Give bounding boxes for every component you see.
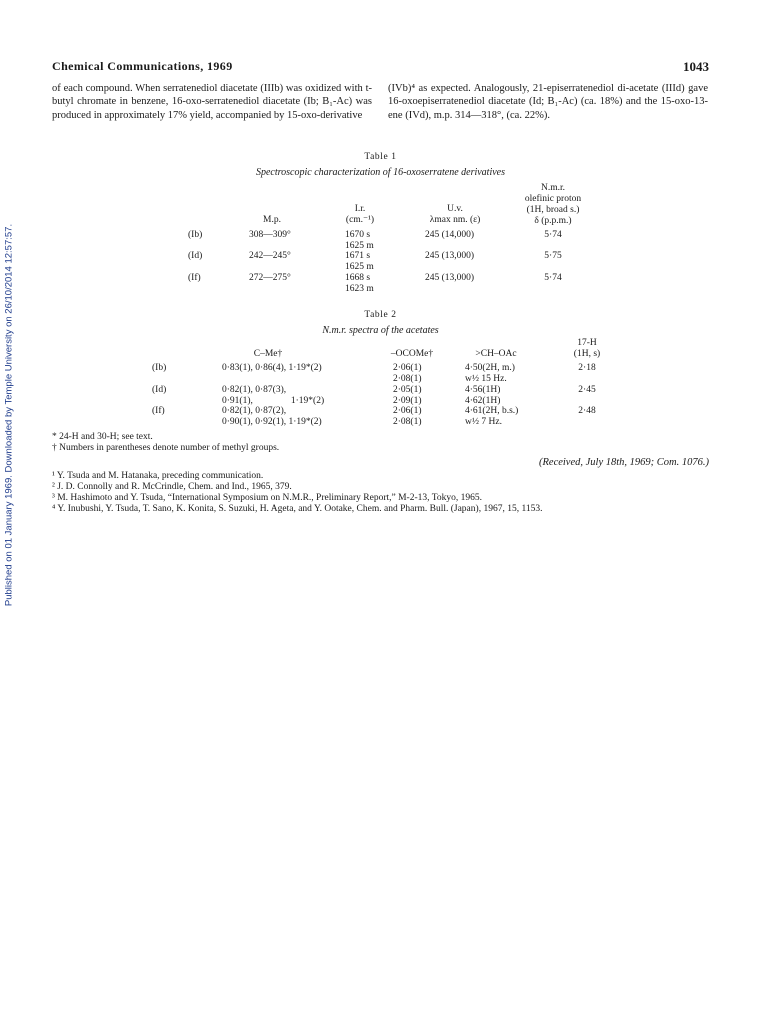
table2-row-ocome: 2·06(1) 2·08(1): [393, 406, 422, 427]
table2-header-ocome: –OCOMe†: [390, 349, 434, 359]
table1-row-mp: 242—245°: [249, 251, 291, 261]
table2-row-ocome: 2·05(1) 2·09(1): [393, 385, 422, 406]
table1-caption: Spectroscopic characterization of 16-oxoserratene derivatives: [255, 167, 505, 178]
table-footnote: * 24-H and 30-H; see text.: [52, 432, 153, 442]
page-header: [52, 59, 709, 75]
reference-item: ⁴ Y. Inubushi, Y. Tsuda, T. Sano, K. Konita, S. Suzuki, H. Ageta, and Y. Ootake, Chem. and Pharm. Bull. (Japan), 1967, 15, 1153.: [52, 504, 543, 514]
table2-row-compound: (Ib): [152, 363, 167, 373]
table1-header-ir: I.r. (cm.⁻¹): [345, 204, 375, 225]
table1-row-uv: 245 (14,000): [425, 230, 475, 240]
received-date: (Received, July 18th, 1969; Com. 1076.): [539, 457, 709, 468]
table1-row-compound: (Id): [188, 251, 203, 261]
page-number: 1043: [683, 59, 709, 74]
table2-row-cme: 0·82(1), 0·87(3), 0·91(1), 1·19*(2): [222, 385, 325, 406]
table1-row-mp: 272—275°: [249, 273, 291, 283]
table1-row-uv: 245 (13,000): [425, 273, 475, 283]
table2-row-choac: 4·50(2H, m.) w½ 15 Hz.: [465, 363, 515, 384]
table2-row-ocome: 2·06(1) 2·08(1): [393, 363, 422, 384]
reference-item: ² J. D. Connolly and R. McCrindle, Chem. and Ind., 1965, 379.: [52, 482, 292, 492]
table1-title: Table 1: [364, 152, 397, 162]
table1-row-nmr: 5·74: [544, 230, 562, 240]
body-text-right: (IVb)⁴ as expected. Analogously, 21-episerratenediol di-acetate (IIId) gave 16-oxoepiserratenediol diacetate (Id; B₁-Ac) (ca. 18%) and the 15-oxo-13-ene (IVd), m.p. 314—318°, (ca. 22%).: [388, 83, 708, 121]
table1-row-compound: (Ib): [188, 230, 203, 240]
table2-row-compound: (Id): [152, 385, 167, 395]
table1-row-nmr: 5·75: [544, 251, 562, 261]
table1-header-uv: U.v. λmax nm. (ε): [429, 204, 481, 225]
table2-header-cme: C–Me†: [253, 349, 283, 359]
table2-row-choac: 4·61(2H, b.s.) w½ 7 Hz.: [465, 406, 519, 427]
table1-row-ir: 1671 s 1625 m: [345, 251, 374, 272]
table2-row-17h: 2·48: [578, 406, 596, 416]
table1-row-ir: 1670 s 1625 m: [345, 230, 374, 251]
table1-row-nmr: 5·74: [544, 273, 562, 283]
table2-row-compound: (If): [152, 406, 165, 416]
reference-item: ¹ Y. Tsuda and M. Hatanaka, preceding communication.: [52, 471, 264, 481]
table2-row-choac: 4·56(1H) 4·62(1H): [465, 385, 501, 406]
table1-row-mp: 308—309°: [249, 230, 291, 240]
reference-item: ³ M. Hashimoto and Y. Tsuda, “International Symposium on N.M.R., Preliminary Report,” M-2-13, Tokyo, 1965.: [52, 493, 482, 503]
table1-header-nmr: N.m.r. olefinic proton (1H, broad s.) δ (p.p.m.): [524, 183, 582, 226]
journal-name: Chemical Communications, 1969: [52, 59, 233, 73]
table1-row-uv: 245 (13,000): [425, 251, 475, 261]
table1-row-ir: 1668 s 1623 m: [345, 273, 374, 294]
download-watermark-text: Published on 01 January 1969. Downloaded by Temple University on 26/10/2014 12:57:57.: [3, 223, 15, 607]
table2-row-17h: 2·18: [578, 363, 596, 373]
body-text-left: of each compound. When serratenediol diacetate (IIIb) was oxidized with t-butyl chromate in benzene, 16-oxo-serratenediol diacetate (Ib; B₁-Ac) was produced in approximately 17% yield, accompanied by 15-oxo-derivative: [52, 83, 372, 121]
table2-row-17h: 2·45: [578, 385, 596, 395]
table1-header-mp: M.p.: [263, 215, 281, 225]
table1-row-compound: (If): [188, 273, 201, 283]
table2-caption: N.m.r. spectra of the acetates: [322, 325, 439, 336]
table-footnote: † Numbers in parentheses denote number of methyl groups.: [52, 443, 280, 453]
download-watermark: [2, 205, 16, 625]
table2-row-cme: 0·83(1), 0·86(4), 1·19*(2): [222, 363, 322, 373]
table2-title: Table 2: [364, 310, 397, 320]
table2-header-choac: >CH–OAc: [475, 349, 517, 359]
table2-row-cme: 0·82(1), 0·87(2), 0·90(1), 0·92(1), 1·19*(2): [222, 406, 322, 427]
table2-header-17h: 17-H (1H, s): [573, 338, 601, 359]
